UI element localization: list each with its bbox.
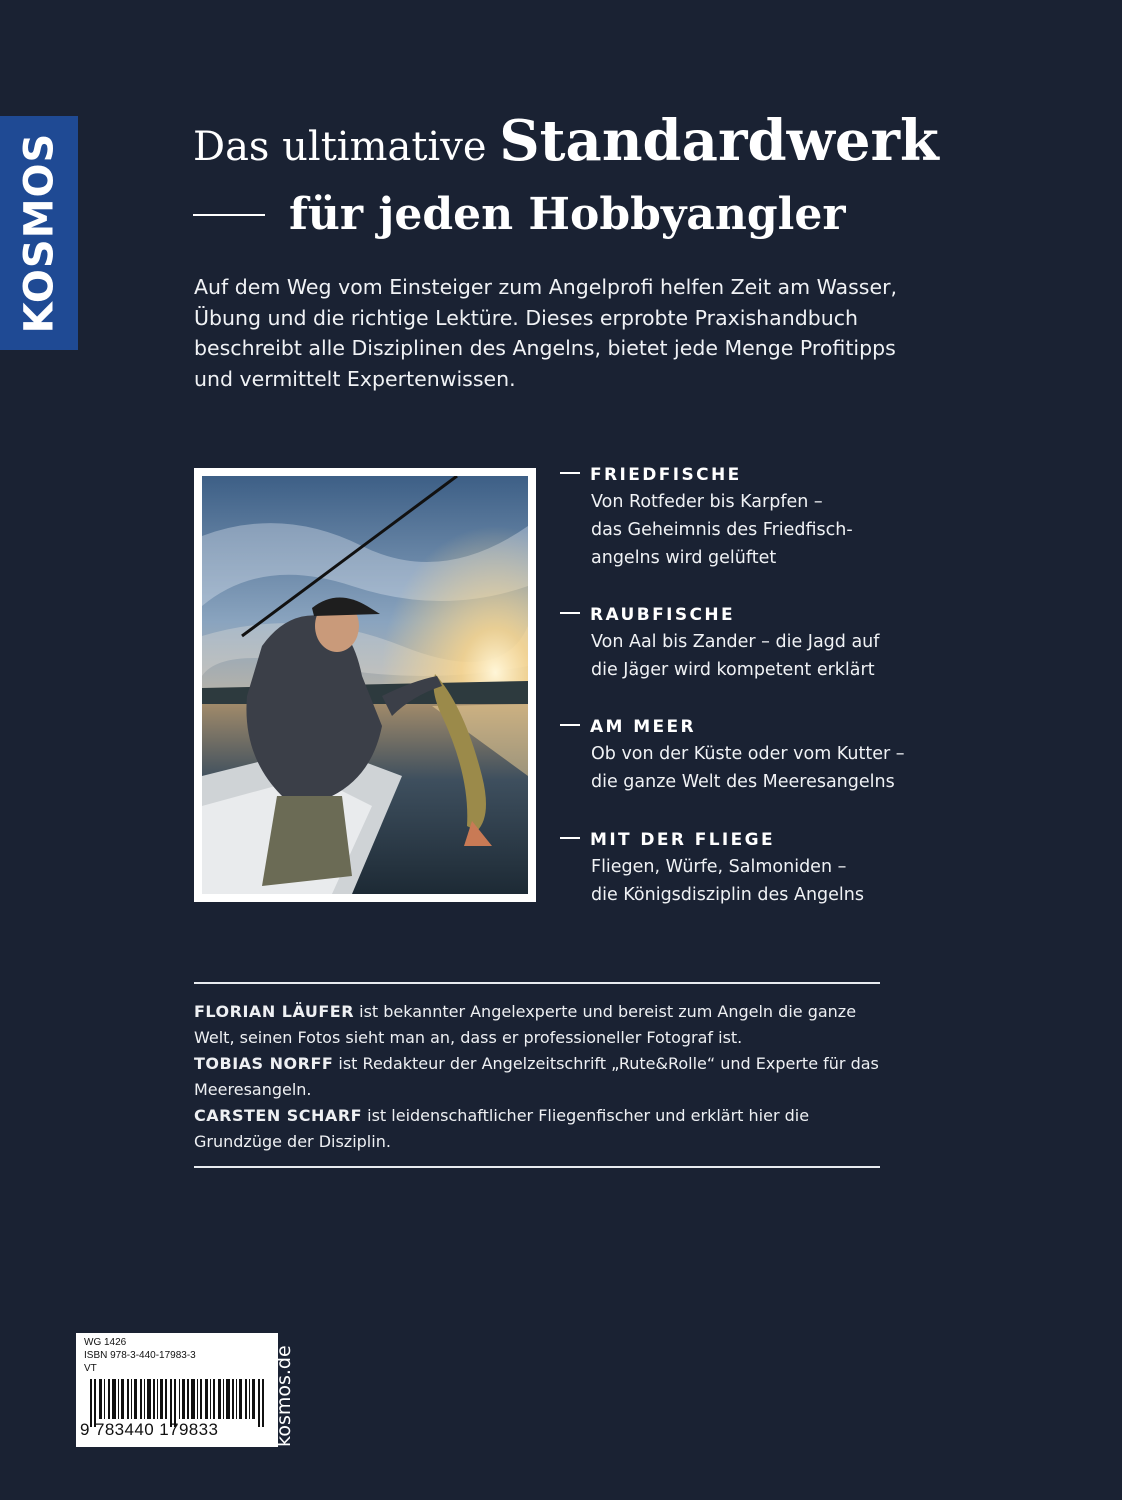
headline-line-1	[193, 108, 1093, 180]
feature-title: MIT DER FLIEGE	[590, 830, 776, 850]
barcode-number: 9 783440 179833	[80, 1420, 219, 1439]
author-name: CARSTEN SCHARF	[194, 1106, 363, 1125]
author-bio	[194, 999, 894, 1051]
feature-description	[591, 853, 980, 909]
feature-am-meer	[560, 714, 980, 796]
barcode-label	[76, 1333, 278, 1447]
feature-line: die ganze Welt des Meeresangelns	[591, 772, 895, 792]
feature-title: RAUBFISCHE	[590, 605, 735, 625]
feature-line: Fliegen, Würfe, Salmoniden –	[591, 857, 847, 877]
feature-title: FRIEDFISCHE	[590, 465, 742, 485]
author-text: ist leidenschaftlicher Fliegenfischer und erklärt hier die Grundzüge der Disziplin.	[194, 1106, 810, 1151]
author-name: TOBIAS NORFF	[194, 1054, 334, 1073]
headline-line-2	[193, 180, 1093, 250]
dash-icon	[560, 472, 580, 474]
headline-prefix: Das ultimative	[193, 124, 487, 170]
kosmos-logo	[0, 116, 78, 350]
intro-paragraph: Auf dem Weg vom Einsteiger zum Angelprofi helfen Zeit am Wasser, Übung und die richtige Lektüre. Dieses erprobte Praxishandbuch beschreibt alle Disziplinen des Angelns, bietet jede Menge Profitipps und vermittelt Expertenwissen.	[194, 275, 898, 391]
website-url[interactable]: kosmos.de	[273, 1345, 295, 1447]
feature-line: die Königsdisziplin des Angelns	[591, 885, 864, 905]
headline	[193, 108, 1093, 250]
headline-emphasis: Standardwerk	[499, 108, 939, 174]
feature-line: Von Rotfeder bis Karpfen –	[591, 492, 823, 512]
feature-mit-der-fliege	[560, 827, 980, 909]
feature-friedfische	[560, 462, 980, 572]
logo-text: KOSMOS	[16, 132, 63, 334]
angler-photo	[202, 476, 528, 894]
author-text: ist Redakteur der Angelzeitschrift „Rute&Rolle“ und Experte für das Meeresangeln.	[194, 1054, 879, 1099]
author-bios	[194, 999, 894, 1155]
isbn-info	[84, 1336, 196, 1375]
dash-icon	[560, 612, 580, 614]
feature-line: Ob von der Küste oder vom Kutter –	[591, 744, 905, 764]
feature-description	[591, 740, 980, 796]
cover-photo-frame	[194, 468, 536, 902]
dash-icon	[560, 724, 580, 726]
feature-title: AM MEER	[590, 717, 697, 737]
author-bio	[194, 1103, 894, 1155]
author-name: FLORIAN LÄUFER	[194, 1002, 355, 1021]
isbn-number: ISBN 978-3-440-17983-3	[84, 1350, 196, 1361]
divider-top	[194, 982, 880, 984]
feature-description	[591, 628, 980, 684]
feature-raubfische	[560, 602, 980, 684]
author-bio	[194, 1051, 894, 1103]
feature-line: die Jäger wird kompetent erklärt	[591, 660, 875, 680]
headline-dash	[193, 214, 265, 216]
divider-bottom	[194, 1166, 880, 1168]
feature-line: das Geheimnis des Friedfisch-	[591, 520, 853, 540]
wg-code: WG 1426	[84, 1337, 127, 1348]
vt-code: VT	[84, 1363, 97, 1374]
feature-line: angelns wird gelüftet	[591, 548, 777, 568]
headline-subtitle: für jeden Hobbyangler	[289, 189, 846, 240]
author-text: ist bekannter Angelexperte und bereist zum Angeln die ganze Welt, seinen Fotos sieht man an, dass er professioneller Fotograf ist.	[194, 1002, 857, 1047]
dash-icon	[560, 837, 580, 839]
feature-description	[591, 488, 980, 572]
feature-line: Von Aal bis Zander – die Jagd auf	[591, 632, 880, 652]
